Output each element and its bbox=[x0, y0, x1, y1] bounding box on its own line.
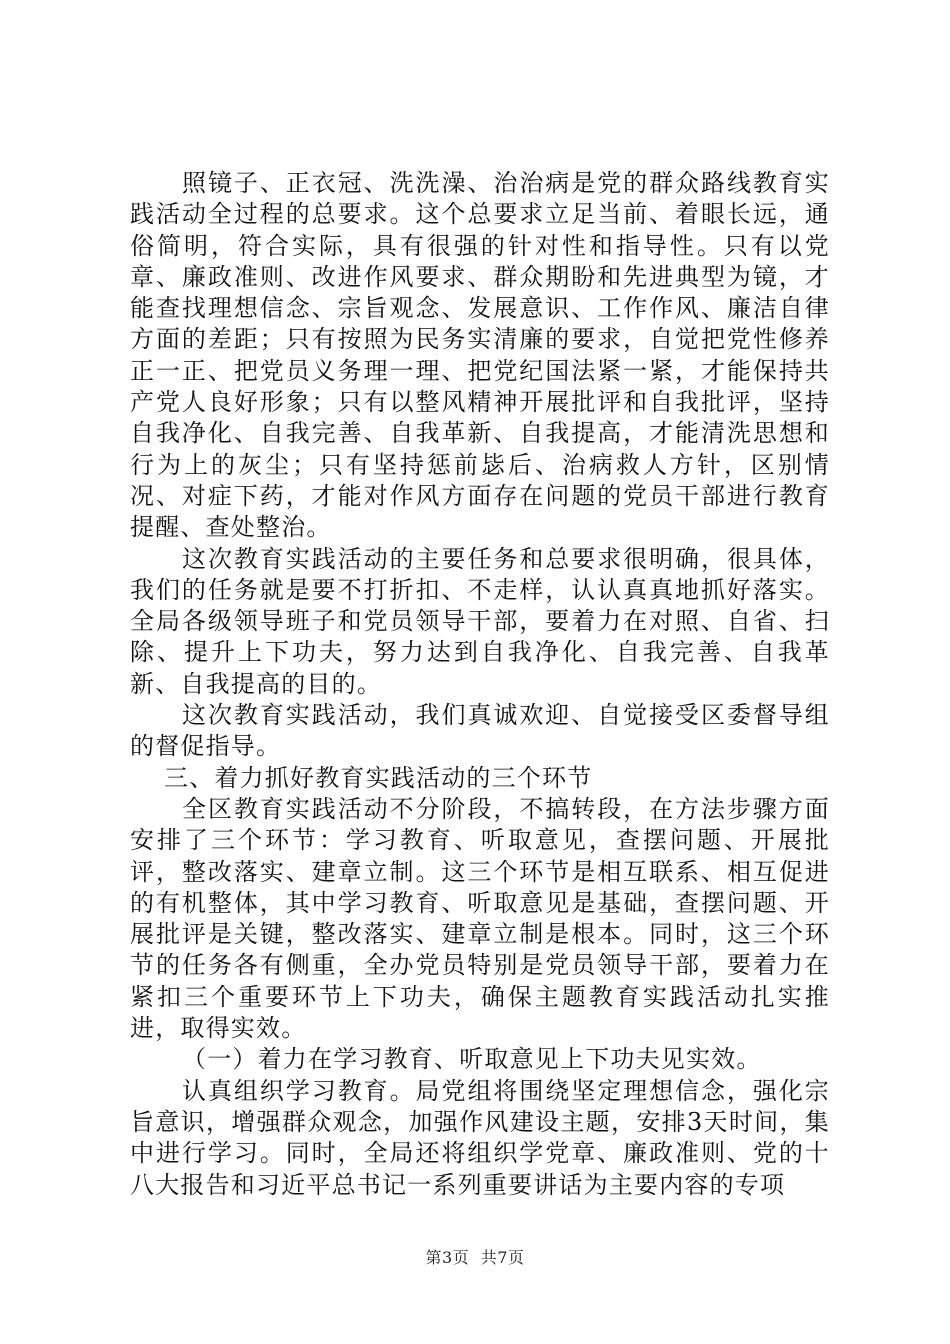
section-heading: 三、着力抓好教育实践活动的三个环节 bbox=[164, 763, 593, 792]
subsection-heading: （一）着力在学习教育、听取意见上下功夫见实效。 bbox=[182, 1045, 762, 1074]
page-total: 共7页 bbox=[480, 1248, 525, 1267]
document-body bbox=[130, 168, 830, 1201]
page-number: 第3页 bbox=[425, 1248, 470, 1267]
paragraph-5: 认真组织学习教育。局党组将围绕坚定理想信念，强化宗旨意识，增强群众观念，加强作风建设主题，安排3天时间，集中进行学习。同时，全局还将组织学党章、廉政准则、党的十八大报告和习近平总书记一系列重要讲话为主要内容的专项 bbox=[130, 1076, 830, 1199]
page-footer bbox=[0, 1245, 950, 1268]
paragraph-3: 这次教育实践活动，我们真诚欢迎、自觉接受区委督导组的督促指导。 bbox=[130, 701, 830, 761]
paragraph-4: 全区教育实践活动不分阶段，不搞转段，在方法步骤方面安排了三个环节：学习教育、听取意见，查摆问题、开展批评，整改落实、建章立制。这三个环节是相互联系、相互促进的有机整体，其中学习教育、听取意见是基础，查摆问题、开展批评是关键，整改落实、建章立制是根本。同时，这三个环节的任务各有侧重，全办党员特别是党员领导干部，要着力在紧扣三个重要环节上下功夫，确保主题教育实践活动扎实推进，取得实效。 bbox=[130, 794, 830, 1043]
paragraph-2: 这次教育实践活动的主要任务和总要求很明确，很具体，我们的任务就是要不打折扣、不走样，认认真真地抓好落实。全局各级领导班子和党员领导干部，要着力在对照、自省、扫除、提升上下功夫，努力达到自我净化、自我完善、自我革新、自我提高的目的。 bbox=[130, 544, 830, 698]
paragraph-1: 照镜子、正衣冠、洗洗澡、治治病是党的群众路线教育实践活动全过程的总要求。这个总要求立足当前、着眼长远，通俗简明，符合实际，具有很强的针对性和指导性。只有以党章、廉政准则、改进作风要求、群众期盼和先进典型为镜，才能查找理想信念、宗旨观念、发展意识、工作作风、廉洁自律方面的差距；只有按照为民务实清廉的要求，自觉把党性修养正一正、把党员义务理一理、把党纪国法紧一紧，才能保持共产党人良好形象；只有以整风精神开展批评和自我批评，坚持自我净化、自我完善、自我革新、自我提高，才能清洗思想和行为上的灰尘；只有坚持惩前毖后、治病救人方针，区别情况、对症下药，才能对作风方面存在问题的党员干部进行教育提醒、查处整治。 bbox=[130, 169, 830, 542]
